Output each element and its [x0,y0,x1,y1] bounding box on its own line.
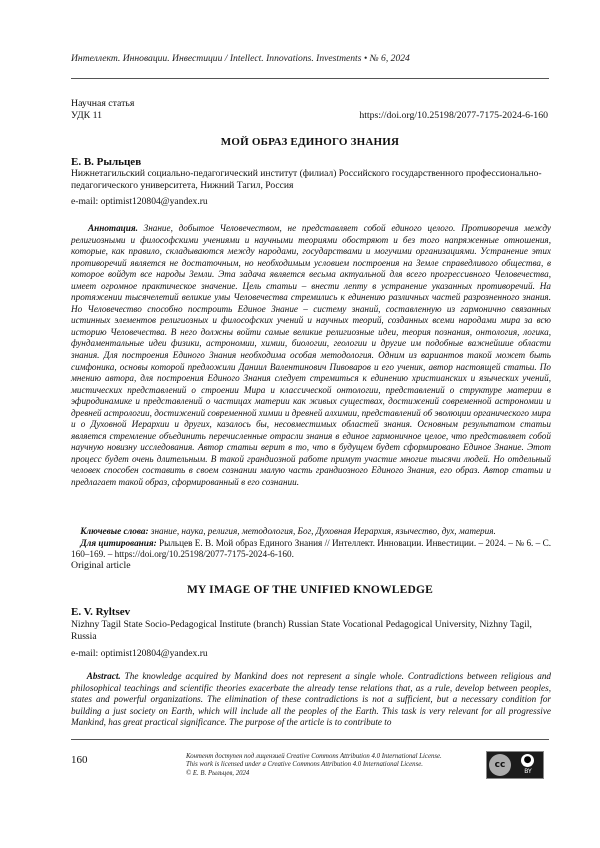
email-en[interactable]: e-mail: optimist120804@yandex.ru [71,648,208,659]
cc-by-license-icon[interactable] [486,751,544,779]
keywords-text: знание, наука, религия, методология, Бог, Духовная Иерархия, язычество, дух, материя. [150,526,496,536]
citation-label: Для цитирования: [80,537,157,548]
citation-text: Рыльцев Е. В. Мой образ Единого Знания // Интеллект. Инновации. Инвестиции. – 2024. – № 6. – С. 160–169. – https://doi.org/10.25198/2077-7175-2024-6-160. [71,537,552,559]
keywords-block [71,526,551,561]
attribution-icon [515,753,541,777]
abstract-en [71,671,551,729]
abstract-text-ru: Знание, добытое Человечеством, не представляет собой единого целого. Противоречия между религиозными и философскими учениями и научными теориями обостряют и без того напряженные отношения, которые, как правило, складываются между народами, государствами и могучими организациями. Устранение этих противоречий является не достаточным, но необходимым условием построения на Земле справедливого общества, в которое войдут все народы Земли. Эта задача является весьма актуальной для всего прогрессивного Человечества, имеет огромное практическое значение. Цель статьи – внести лепту в устранение указанных противоречий. На протяжении тысячелетий великие умы Человечества стремились к единению различных частей разрозненного знания. Но Человечество способно построить Единое Знание – систему знаний, составленную из гармонично связанных истинных элементов религиозных и философских учений и научных теорий, созданных всеми народами мира за всю историю Человечества. В него должны войти самые великие религиозные идеи, теория познания, онтология, логика, фундаментальные идеи физики, астрономии, химии, биологии, геологии и другие им подобные важнейшие области знания. Для построения Единого Знания необходима особая методология. Одним из вариантов такой может быть симфоника, основы которой предложили Даниил Валентинович Пивоваров и его ученик, автор настоящей статьи. По мнению автора, для построения Единого Знания следует стремиться к единению христианских и языческих учений, мистических представлений о строении Мира и классической онтологии, представлений о структуре материи в эфиродинамике и представлений о частицах материи как живых существах, достижений современной астрономии и древней астрологии, достижений современной химии и древней алхимии, представлений об эволюции органического мира и о Духовной Иерархии и других, казалось бы, несовместимых областей знания. Основным результатом статьи является стремление объединить перечисленные отрасли знания в единое гармоничное целое, что представляет собой научную новизну исследования. Автор статьи верит в то, что в будущем будет сформировано Единое Знание. Этот процесс будет очень длительным. В такой грандиозной работе примут участие многие тысячи людей. Но отдельный человек способен составить в своем сознании малую часть грандиозного Единого Знания, его образ. Автор статьи и предлагает такой образ, сформированный в его сознании. [71,223,552,488]
person-icon: ● [521,754,534,767]
title-en: MY IMAGE OF THE UNIFIED KNOWLEDGE [186,584,434,596]
copyright-line: © Е. В. Рыльцев, 2024 [186,769,250,777]
page-number: 160 [71,754,88,766]
udk-code: УДК 11 [71,110,103,121]
license-text [186,753,476,778]
article-type-en: Original article [71,560,131,571]
license-line-ru: Контент доступен под лицензией Creative Commons Attribution 4.0 International License. [186,753,442,760]
by-label: BY [524,768,532,775]
abstract-text-en: The knowledge acquired by Mankind does not represent a single whole. Contradictions between religious and philosophical teachings and scientific theories exacerbate the already tense relations that, as a rule, develop between peoples, states and powerful organizations. The elimination of these contradictions is not a sufficient, but a necessary condition for building a just society on Earth, which will include all the peoples of the Earth. This task is very relevant for all progressive Mankind, has great practical significance. The purpose of the article is to contribute to [71,671,552,728]
keywords-ru [71,526,551,538]
title-ru: МОЙ ОБРАЗ ЕДИНОГО ЗНАНИЯ [220,136,400,148]
header-divider [71,78,549,79]
footer-divider [71,739,549,740]
abstract-ru [71,223,551,489]
affiliation-en: Nizhny Tagil State Socio-Pedagogical Institute (branch) Russian State Vocational Pedagogical University, Nizhny Tagil, Russia [71,619,532,642]
email-ru[interactable]: e-mail: optimist120804@yandex.ru [71,196,208,207]
abstract-label-ru: Аннотация. [88,223,138,233]
cc-logo-icon: cc [489,754,511,776]
license-line-en: This work is licensed under a Creative Commons Attribution 4.0 International License. [186,761,423,769]
author-ru: Е. В. Рыльцев [71,156,142,168]
article-type-ru: Научная статья [71,98,135,109]
abstract-label-en: Abstract. [86,671,121,681]
citation-ru [71,538,551,561]
affiliation-ru: Нижнетагильский социально-педагогический институт (филиал) Российского государственного профессионально-педагогического университета, Нижний Тагил, Россия [71,168,542,191]
author-en: E. V. Ryltsev [71,606,131,618]
doi-link[interactable]: https://doi.org/10.25198/2077-7175-2024-6-160 [359,110,548,121]
keywords-label: Ключевые слова: [80,526,149,536]
journal-header: Интеллект. Инновации. Инвестиции / Intellect. Innovations. Investments • № 6, 2024 [71,53,410,64]
